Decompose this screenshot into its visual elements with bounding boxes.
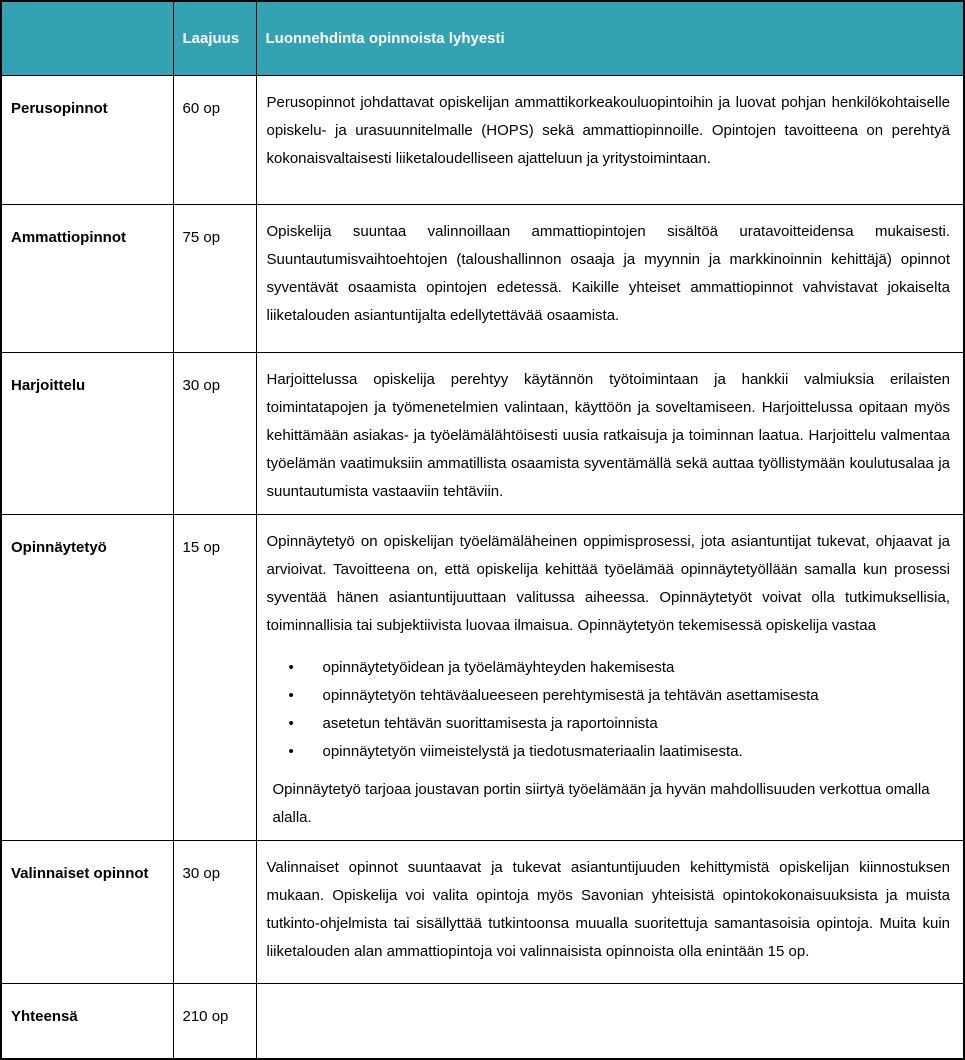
row-label-harjoittelu: Harjoittelu xyxy=(1,352,173,514)
row-credits-opinnaytetyo: 15 op xyxy=(173,514,256,840)
row-credits-perusopinnot: 60 op xyxy=(173,75,256,204)
bullet-icon: • xyxy=(288,742,294,760)
bullet-text: opinnäytetyön tehtäväalueeseen perehtymisestä ja tehtävän asettamisesta xyxy=(322,686,819,704)
description-paragraph: Perusopinnot johdattavat opiskelijan ammattikorkeakouluopintoihin ja luovat pohjan henkilökohtaiselle opiskelu- ja urasuunnitelmalle (HOPS) sekä ammattiopinnoille. Opintojen tavoitteena on perehtyä kokonaisvaltaisesti liiketaloudelliseen ajatteluun ja yritystoimintaan. xyxy=(266,93,950,167)
bullet-text: opinnäytetyön viimeistelystä ja tiedotusmateriaalin laatimisesta. xyxy=(322,742,743,760)
responsibility-bullet-list xyxy=(267,654,951,766)
row-description-yhteensa xyxy=(256,983,964,1059)
closing-paragraph: Opinnäytetyö tarjoaa joustavan portin siirtyä työelämään ja hyvän mahdollisuuden verkottua omalla alalla. xyxy=(272,780,930,826)
description-paragraph: Opiskelija suuntaa valinnoillaan ammattiopintojen sisältöä uratavoitteidensa mukaisesti. Suuntautumisvaihtoehtojen (taloushallinnon osaaja ja myynnin ja markkinoinnin kehittäjä) opinnot syventävät osaamista opintojen edetessä. Kaikille yhteiset ammattiopinnot vahvistavat jokaiselta liiketalouden asiantuntijalta edellytettävää osaamista. xyxy=(266,222,950,324)
table-row-opinnaytetyo xyxy=(1,514,964,840)
description-paragraph: Harjoittelussa opiskelija perehtyy käytännön työtoimintaan ja hankkii valmiuksia erilaisten toimintatapojen ja työmenetelmien valintaan, käyttöön ja soveltamiseen. Harjoittelussa opitaan myös kehittämään asiakas- ja työelämälähtöisesti uusia ratkaisuja ja toiminnan laatua. Harjoittelu valmentaa työelämän vaatimuksiin ammatillista osaamista syventämällä sekä auttaa työllistymään koulutusalaa ja suuntautumista vastaaviin tehtäviin. xyxy=(266,370,950,500)
bullet-icon: • xyxy=(288,658,294,676)
row-description-ammattiopinnot xyxy=(256,204,964,352)
table-row-yhteensa xyxy=(1,983,964,1059)
description-paragraph: Valinnaiset opinnot suuntaavat ja tukevat asiantuntijuuden kehittymistä opiskelijan kiinnostuksen mukaan. Opiskelija voi valita opintoja myös Savonian yhteisistä opintokokonaisuuksista ja muista tutkinto-ohjelmista tai sisällyttää tutkintoonsa muualla suoritettuja samantasoisia opintoja. Muita kuin liiketalouden alan ammattiopintoja voi valinnaisista opinnoista olla enintään 15 op. xyxy=(266,858,950,960)
bullet-icon: • xyxy=(288,714,294,732)
table-row-ammattiopinnot xyxy=(1,204,964,352)
row-label-ammattiopinnot: Ammattiopinnot xyxy=(1,204,173,352)
row-credits-harjoittelu: 30 op xyxy=(173,352,256,514)
row-description-perusopinnot xyxy=(256,75,964,204)
row-label-perusopinnot: Perusopinnot xyxy=(1,75,173,204)
table-header-row xyxy=(1,1,964,75)
table-row-valinnaiset-opinnot xyxy=(1,840,964,983)
row-label-opinnaytetyo: Opinnäytetyö xyxy=(1,514,173,840)
row-description-valinnaiset-opinnot xyxy=(256,840,964,983)
row-label-yhteensa: Yhteensä xyxy=(1,983,173,1059)
row-credits-yhteensa: 210 op xyxy=(173,983,256,1059)
bullet-item xyxy=(289,710,951,738)
table-row-harjoittelu xyxy=(1,352,964,514)
bullet-text: asetetun tehtävän suorittamisesta ja raportoinnista xyxy=(322,714,658,732)
row-description-opinnaytetyo xyxy=(256,514,964,840)
header-cell-luonnehdinta: Luonnehdinta opinnoista lyhyesti xyxy=(256,1,964,75)
table-row-perusopinnot xyxy=(1,75,964,204)
row-description-harjoittelu xyxy=(256,352,964,514)
bullet-item xyxy=(289,654,951,682)
bullet-text: opinnäytetyöidean ja työelämäyhteyden hakemisesta xyxy=(322,658,675,676)
bullet-item xyxy=(289,738,951,766)
header-cell-empty xyxy=(1,1,173,75)
bullet-item xyxy=(289,682,951,710)
description-paragraph: Opinnäytetyö on opiskelijan työelämäläheinen oppimisprosessi, jota asiantuntijat tukevat, ohjaavat ja arvioivat. Tavoitteena on, että opiskelija kehittää työelämää opinnäytetyöllään samalla kun prosessi syventää hänen asiantuntijuuttaan valitussa aiheessa. Opinnäytetyöt voivat olla tutkimuksellisia, toiminnallisia tai subjektiivista luovaa ilmaisua. Opinnäytetyön tekemisessä opiskelija vastaa xyxy=(266,532,950,634)
bullet-icon: • xyxy=(288,686,294,704)
row-label-valinnaiset-opinnot: Valinnaiset opinnot xyxy=(1,840,173,983)
row-credits-valinnaiset-opinnot: 30 op xyxy=(173,840,256,983)
header-cell-laajuus: Laajuus xyxy=(173,1,256,75)
row-credits-ammattiopinnot: 75 op xyxy=(173,204,256,352)
